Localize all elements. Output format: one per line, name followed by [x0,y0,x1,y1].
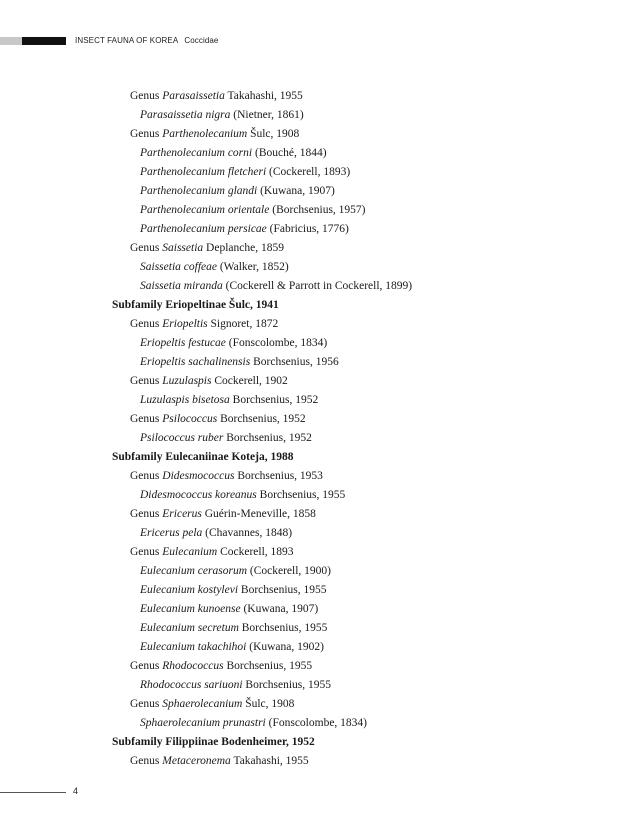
genus-entry [130,695,294,714]
page-number: 4 [73,786,79,796]
taxon-authority: (Fonscolombe, 1834) [265,717,368,729]
taxon-authority: Takahashi, 1955 [230,755,309,767]
footer-rule [0,792,66,793]
taxon-authority: Borchsenius, 1952 [223,432,312,444]
book-title: INSECT FAUNA OF KOREA [75,36,179,45]
taxon-authority: Deplanche, 1859 [203,242,284,254]
taxon-name: Eulecanium secretum [140,622,239,634]
taxon-authority: Cockerell, 1893 [217,546,294,558]
species-entry [140,144,327,163]
species-entry [140,258,289,277]
taxon-authority: Borchsenius, 1952 [229,394,319,406]
taxon-authority: Borchsenius, 1955 [223,660,313,672]
genus-entry [130,87,303,106]
taxon-name: Parthenolecanium orientale [140,204,270,216]
genus-entry [130,467,323,486]
rank-label: Genus [130,470,163,482]
taxon-name: Eulecanium takachihoi [140,641,247,653]
genus-entry [130,543,294,562]
rank-label: Genus [130,755,163,767]
genus-entry [130,657,312,676]
taxon-name: Eulecanium cerasorum [140,565,247,577]
taxon-authority: Borchsenius, 1955 [238,622,328,634]
taxon-name: Psilococcus ruber [140,432,224,444]
taxon-name: Eulecanium kostylevi [140,584,239,596]
taxon-name: Rhodococcus sariuoni [140,679,243,691]
taxon-authority: (Kuwana, 1907) [257,185,335,197]
taxon-authority: (Kuwana, 1902) [246,641,324,653]
genus-entry [130,410,306,429]
species-entry [140,429,312,448]
taxon-authority: Guérin-Meneville, 1858 [201,508,316,520]
rank-label: Genus [130,698,163,710]
taxon-name: Didesmococcus [162,470,235,482]
taxon-name: Rhodococcus [162,660,224,672]
taxon-authority: Borchsenius, 1955 [238,584,327,596]
species-entry [140,182,335,201]
species-entry [140,486,345,505]
species-entry [140,714,367,733]
taxon-authority: Šulc, 1908 [242,698,295,710]
taxon-authority: Borchsenius, 1956 [250,356,339,368]
taxon-authority: (Nietner, 1861) [230,109,304,121]
rank-label: Genus [130,375,163,387]
taxon-name: Parthenolecanium persicae [140,223,267,235]
species-entry [140,562,331,581]
taxon-name: Ericerus pela [140,527,203,539]
subfamily-heading [112,448,293,467]
rank-label: Genus [130,90,163,102]
taxon-name: Parasaissetia nigra [140,109,231,121]
species-entry [140,524,292,543]
taxon-name: Didesmococcus koreanus [140,489,257,501]
header-bar-dark [22,37,66,45]
taxon-name: Parasaissetia [162,90,225,102]
taxon-name: Eriopeltis [162,318,208,330]
rank-label: Genus [130,508,163,520]
species-entry [140,106,304,125]
taxon-authority: (Chavannes, 1848) [202,527,293,539]
taxon-authority: (Fabricius, 1776) [266,223,349,235]
taxon-authority: Borchsenius, 1955 [256,489,346,501]
taxon-authority: Cockerell, 1902 [211,375,288,387]
taxon-name: Saissetia coffeae [140,261,217,273]
section-name: Coccidae [184,36,219,45]
genus-entry [130,752,309,771]
taxon-authority: (Bouché, 1844) [252,147,327,159]
taxon-authority: (Cockerell & Parrott in Cockerell, 1899) [222,280,413,292]
taxon-name: Luzulaspis bisetosa [140,394,230,406]
rank-label: Genus [130,242,163,254]
taxon-name: Eriopeltis festucae [140,337,226,349]
taxon-name: Parthenolecanium glandi [140,185,258,197]
rank-label: Genus [130,128,163,140]
species-entry [140,201,366,220]
taxon-authority: Borchsenius, 1952 [217,413,306,425]
rank-label: Genus [130,546,163,558]
subfamily-heading [112,296,279,315]
taxon-name: Parthenolecanium fletcheri [140,166,267,178]
genus-entry [130,125,299,144]
species-entry [140,391,318,410]
taxon-authority: Subfamily Filippiinae Bodenheimer, 1952 [112,736,315,748]
taxon-name: Metaceronema [162,755,231,767]
taxon-authority: Borchsenius, 1955 [242,679,332,691]
taxon-authority: Borchsenius, 1953 [234,470,323,482]
species-entry [140,163,350,182]
taxon-authority: Takahashi, 1955 [224,90,303,102]
species-entry [140,334,327,353]
taxon-name: Parthenolecanium corni [140,147,253,159]
taxon-name: Sphaerolecanium [162,698,243,710]
species-entry [140,353,339,372]
taxon-name: Eulecanium [162,546,218,558]
taxon-authority: Subfamily Eulecaniinae Koteja, 1988 [112,451,294,463]
taxon-authority: (Cockerell, 1893) [266,166,351,178]
genus-entry [130,239,284,258]
species-entry [140,600,318,619]
taxon-authority: (Cockerell, 1900) [247,565,331,577]
taxon-authority: (Fonscolombe, 1834) [225,337,328,349]
taxon-authority: (Walker, 1852) [216,261,289,273]
taxon-name: Saissetia miranda [140,280,223,292]
taxon-name: Ericerus [162,508,202,520]
running-header [75,36,218,45]
taxon-name: Eriopeltis sachalinensis [140,356,251,368]
taxon-name: Parthenolecanium [162,128,248,140]
species-entry [140,619,327,638]
taxon-authority: Šulc, 1908 [247,128,300,140]
rank-label: Genus [130,318,163,330]
rank-label: Genus [130,660,163,672]
species-entry [140,638,324,657]
subfamily-heading [112,733,315,752]
taxon-authority: (Borchsenius, 1957) [269,204,366,216]
header-bar-light [0,37,22,45]
taxon-authority: Subfamily Eriopeltinae Šulc, 1941 [112,299,279,311]
species-entry [140,676,331,695]
taxon-name: Sphaerolecanium prunastri [140,717,266,729]
genus-entry [130,372,288,391]
rank-label: Genus [130,413,163,425]
genus-entry [130,315,278,334]
taxon-name: Eulecanium kunoense [140,603,241,615]
taxon-name: Luzulaspis [162,375,212,387]
taxon-authority: Signoret, 1872 [207,318,279,330]
taxon-name: Saissetia [162,242,204,254]
genus-entry [130,505,316,524]
taxon-authority: (Kuwana, 1907) [240,603,319,615]
taxon-name: Psilococcus [162,413,218,425]
species-entry [140,581,327,600]
species-entry [140,277,412,296]
species-entry [140,220,349,239]
